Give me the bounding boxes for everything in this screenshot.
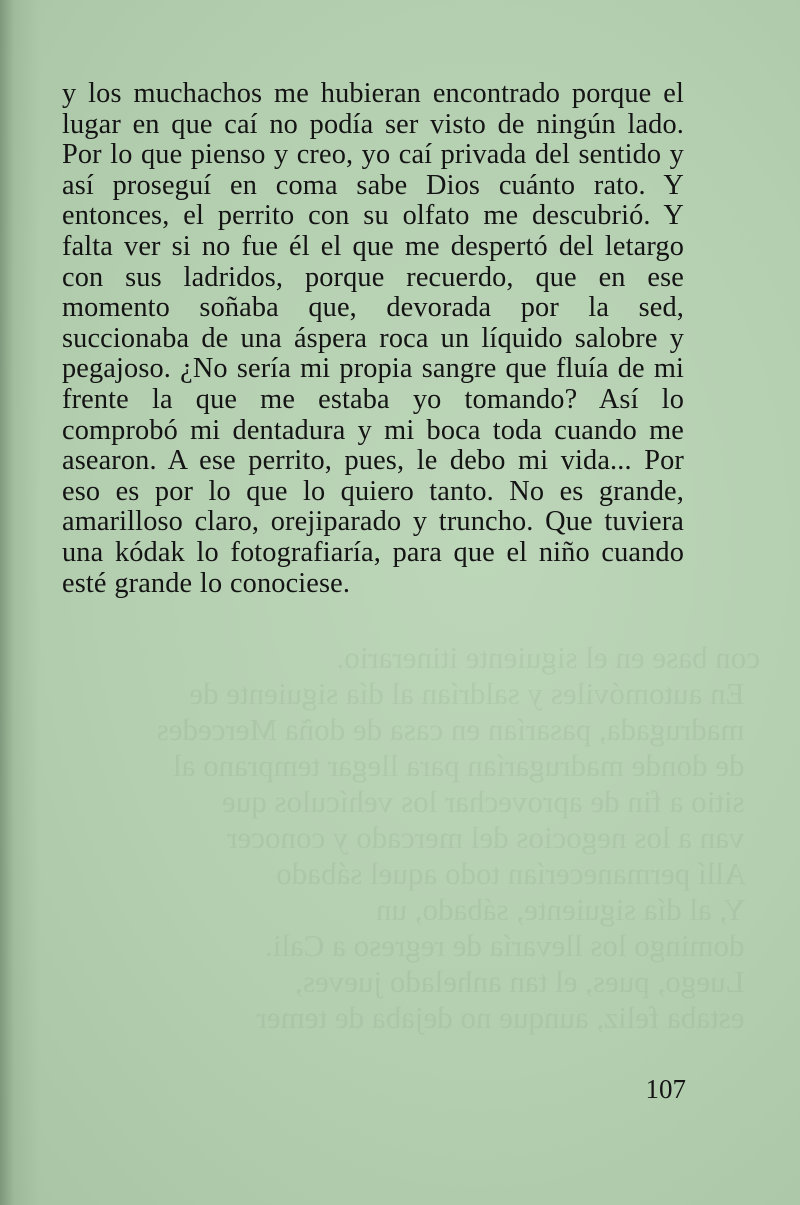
page-number: 107 bbox=[645, 1074, 686, 1104]
show-through-texture: con base en el siguiente itinerario. En automóviles y saldrían al día siguiente de madrugada, pasarían en casa de doña Mercedes de donde madrugarían para llegar temprano al sitio a fin de aprovechar los vehículos que van a los negocios del mercado y conocer Allí permanecerían todo aquel sábado Y, al día siguiente, sábado, un domingo los llevaría de regreso a Cali. Luego, pues, el tan anhelado jueves, estaba feliz, aunque no dejaba de temer bbox=[156, 640, 760, 1035]
body-paragraph: y los muchachos me hubieran encontrado porque el lugar en que caí no podía ser visto de ningún lado. Por lo que pienso y creo, yo caí privada del sentido y así proseguí en coma sabe Dios cuánto rato. Y entonces, el perrito con su olfato me descubrió. Y falta ver si no fue él el que me despertó del letargo con sus ladridos, porque recuerdo, que en ese momento soñaba que, devorada por la sed, succionaba de una áspera roca un líquido salobre y pegajoso. ¿No sería mi propia sangre que fluía de mi frente la que me estaba yo tomando? Así lo comprobó mi dentadura y mi boca toda cuando me asearon. A ese perrito, pues, le debo mi vida... Por eso es por lo que lo quiero tanto. No es grande, amarilloso claro, orejiparado y truncho. Que tuviera una kódak lo fotografiaría, para que el niño cuando esté grande lo conociese. bbox=[62, 78, 684, 599]
